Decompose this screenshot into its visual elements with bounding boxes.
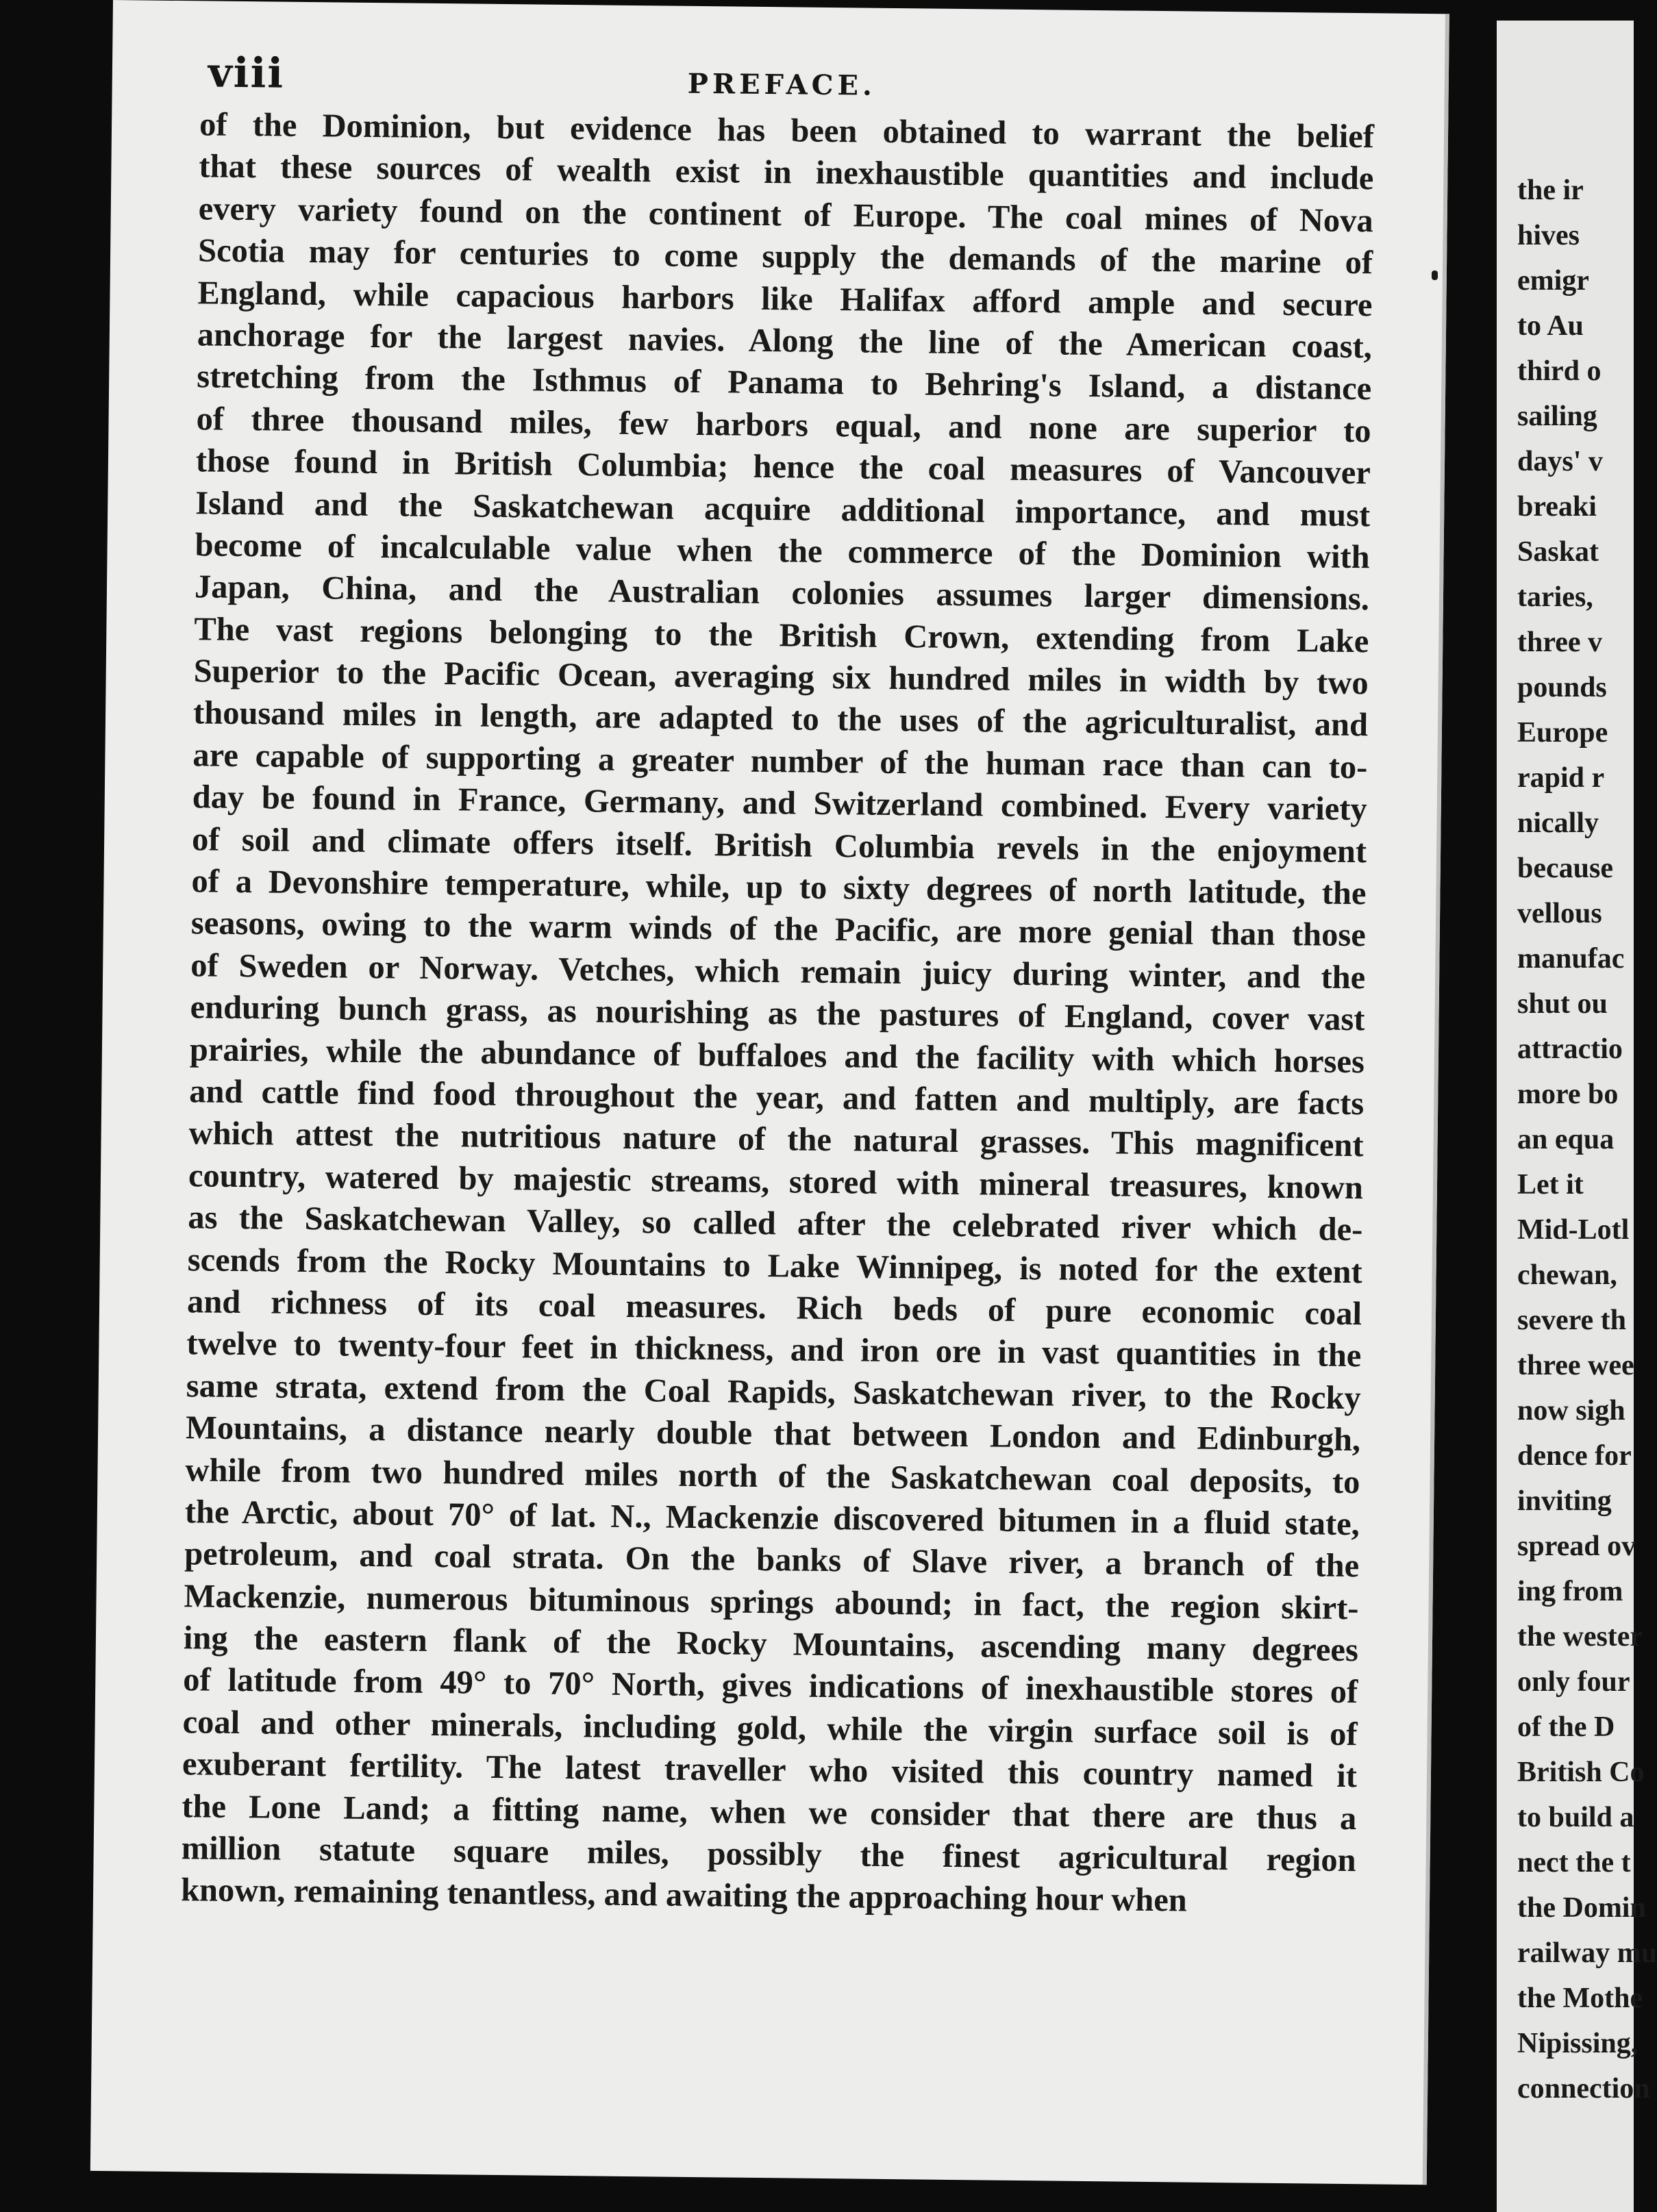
- text-line: of the D: [1517, 1711, 1615, 1743]
- text-line: are capable of supporting a greater number of the human race than can to-: [192, 737, 1368, 786]
- page-number: viii: [208, 49, 285, 98]
- text-line: Mountains, a distance nearly double that between London and Edinburgh,: [185, 1409, 1361, 1459]
- text-line: the Lone Land; a fitting name, when we consider that there are thus a: [182, 1787, 1357, 1837]
- text-line: chewan,: [1517, 1259, 1617, 1291]
- text-line: The vast regions belonging to the British Crown, extending from Lake: [194, 610, 1369, 659]
- text-line: Mackenzie, numerous bituminous springs abound; in fact, the region skirt-: [184, 1577, 1359, 1626]
- text-line: the ir: [1517, 175, 1584, 206]
- text-line: become of incalculable value when the commerce of the Dominion with: [195, 527, 1370, 576]
- text-line: million statute square miles, possibly the finest agricultural region: [181, 1830, 1356, 1879]
- text-line: breaki: [1517, 491, 1597, 523]
- text-line: shut ou: [1517, 988, 1608, 1020]
- text-line: England, while capacious harbors like Halifax afford ample and secure: [197, 274, 1373, 323]
- text-line: an equa: [1517, 1124, 1615, 1155]
- text-line: railway mu: [1517, 1937, 1657, 1969]
- text-line: three wee: [1517, 1350, 1634, 1381]
- text-line: Nipissing,: [1517, 2028, 1639, 2059]
- left-page: [90, 0, 1449, 2185]
- text-line: those found in British Columbia; hence the coal measures of Vancouver: [195, 442, 1371, 492]
- text-line: stretching from the Isthmus of Panama to Behring's Island, a distance: [196, 358, 1372, 407]
- text-line: nically: [1517, 807, 1599, 839]
- text-line: Mid-Lotl: [1517, 1214, 1630, 1246]
- text-line: spread ov: [1517, 1531, 1636, 1562]
- text-line: every variety found on the continent of Europe. The coal mines of Nova: [198, 190, 1374, 240]
- text-line: same strata, extend from the Coal Rapids, Saskatchewan river, to the Rocky: [186, 1367, 1362, 1416]
- text-line: of the Dominion, but evidence has been obtained to warrant the belief: [199, 106, 1375, 155]
- text-line: known, remaining tenantless, and awaiting the approaching hour when: [180, 1872, 1188, 1919]
- text-line: to build a: [1517, 1802, 1634, 1833]
- running-head: PREFACE.: [687, 67, 877, 102]
- text-line: that these sources of wealth exist in inexhaustible quantities and include: [199, 148, 1374, 197]
- ink-speck: [1432, 271, 1438, 280]
- text-line: and cattle find food throughout the year, and fatten and multiply, are facts: [189, 1073, 1365, 1122]
- text-line: ing from: [1517, 1576, 1623, 1607]
- text-line: exuberant fertility. The latest traveller who visited this country named it: [182, 1746, 1358, 1795]
- next-page-text: [1517, 168, 1657, 2111]
- text-line: petroleum, and coal strata. On the banks of Slave river, a branch of the: [184, 1535, 1360, 1585]
- text-line: enduring bunch grass, as nourishing as the pastures of England, cover vast: [190, 989, 1365, 1038]
- text-line: the wester: [1517, 1621, 1643, 1652]
- text-line: ing the eastern flank of the Rocky Mountains, ascending many degrees: [183, 1620, 1359, 1669]
- text-line: which attest the nutritious nature of the natural grasses. This magnificent: [188, 1115, 1364, 1164]
- text-line: Island and the Saskatchewan acquire additional importance, and must: [195, 484, 1371, 533]
- text-line: dence for: [1517, 1440, 1632, 1472]
- text-line: attractio: [1517, 1033, 1623, 1065]
- text-line: while from two hundred miles north of the Saskatchewan coal deposits, to: [185, 1451, 1360, 1500]
- text-line: as the Saskatchewan Valley, so called after the celebrated river which de-: [188, 1199, 1363, 1248]
- text-line: Japan, China, and the Australian colonies assumes larger dimensions.: [194, 568, 1370, 618]
- text-line: the Arctic, about 70° of lat. N., Mackenzie discovered bitumen in a fluid state,: [184, 1494, 1360, 1543]
- text-line: the Domin: [1517, 1892, 1646, 1924]
- text-line: vellous: [1517, 898, 1602, 929]
- text-line: because: [1517, 853, 1613, 884]
- text-line: the Mothe: [1517, 1983, 1643, 2014]
- text-line: sailing: [1517, 401, 1597, 432]
- text-line: third o: [1517, 355, 1602, 387]
- text-line: rapid r: [1517, 762, 1605, 794]
- text-line: coal and other minerals, including gold, while the virgin surface soil is of: [182, 1704, 1358, 1753]
- text-line: manufac: [1517, 943, 1625, 975]
- text-line: British Co: [1517, 1757, 1645, 1788]
- right-page-edge: [1497, 21, 1657, 2212]
- text-line: pounds: [1517, 672, 1607, 703]
- text-line: inviting: [1517, 1485, 1612, 1517]
- text-line: Let it: [1517, 1169, 1584, 1201]
- text-line: country, watered by majestic streams, stored with mineral treasures, known: [188, 1157, 1364, 1206]
- text-line: connection: [1517, 2073, 1650, 2104]
- text-line: of three thousand miles, few harbors equal, and none are superior to: [196, 401, 1371, 449]
- text-line: Saskat: [1517, 536, 1599, 568]
- text-line: more bo: [1517, 1079, 1619, 1110]
- text-line: seasons, owing to the warm winds of the Pacific, are more genial than those: [190, 905, 1367, 954]
- text-line: and richness of its coal measures. Rich beds of pure economic coal: [186, 1283, 1362, 1333]
- text-line: three v: [1517, 627, 1603, 658]
- text-line: Superior to the Pacific Ocean, averaging six hundred miles in width by two: [193, 653, 1369, 702]
- text-line: to Au: [1517, 310, 1584, 342]
- text-line: thousand miles in length, are adapted to the uses of the agriculturalist, and: [192, 694, 1369, 744]
- text-line: Europe: [1517, 717, 1608, 749]
- text-line: Scotia may for centuries to come supply the demands of the marine of: [197, 232, 1373, 281]
- text-line: prairies, while the abundance of buffaloes and the facility with which horses: [189, 1031, 1365, 1080]
- text-line: of soil and climate offers itself. British Columbia revels in the enjoyment: [191, 820, 1367, 870]
- text-line: of latitude from 49° to 70° North, gives indications of inexhaustible stores of: [183, 1661, 1358, 1711]
- page-body-text: [181, 103, 1375, 1924]
- text-line: taries,: [1517, 581, 1593, 613]
- text-line: emigr: [1517, 265, 1589, 297]
- text-line: now sigh: [1517, 1395, 1625, 1427]
- text-line: anchorage for the largest navies. Along the line of the American coast,: [197, 316, 1373, 366]
- text-line: day be found in France, Germany, and Switzerland combined. Every variety: [192, 779, 1368, 828]
- text-line: of a Devonshire temperature, while, up to sixty degrees of north latitude, the: [191, 863, 1367, 912]
- text-line: severe th: [1517, 1305, 1626, 1336]
- text-line: days' v: [1517, 446, 1603, 477]
- text-line: hives: [1517, 220, 1580, 251]
- text-line: twelve to twenty-four feet in thickness, and iron ore in vast quantities in the: [186, 1325, 1362, 1374]
- text-line: scends from the Rocky Mountains to Lake Winnipeg, is noted for the extent: [187, 1241, 1362, 1290]
- text-line: of Sweden or Norway. Vetches, which remain juicy during winter, and the: [190, 947, 1366, 996]
- text-line: nect the t: [1517, 1847, 1631, 1878]
- text-line: only four: [1517, 1666, 1630, 1698]
